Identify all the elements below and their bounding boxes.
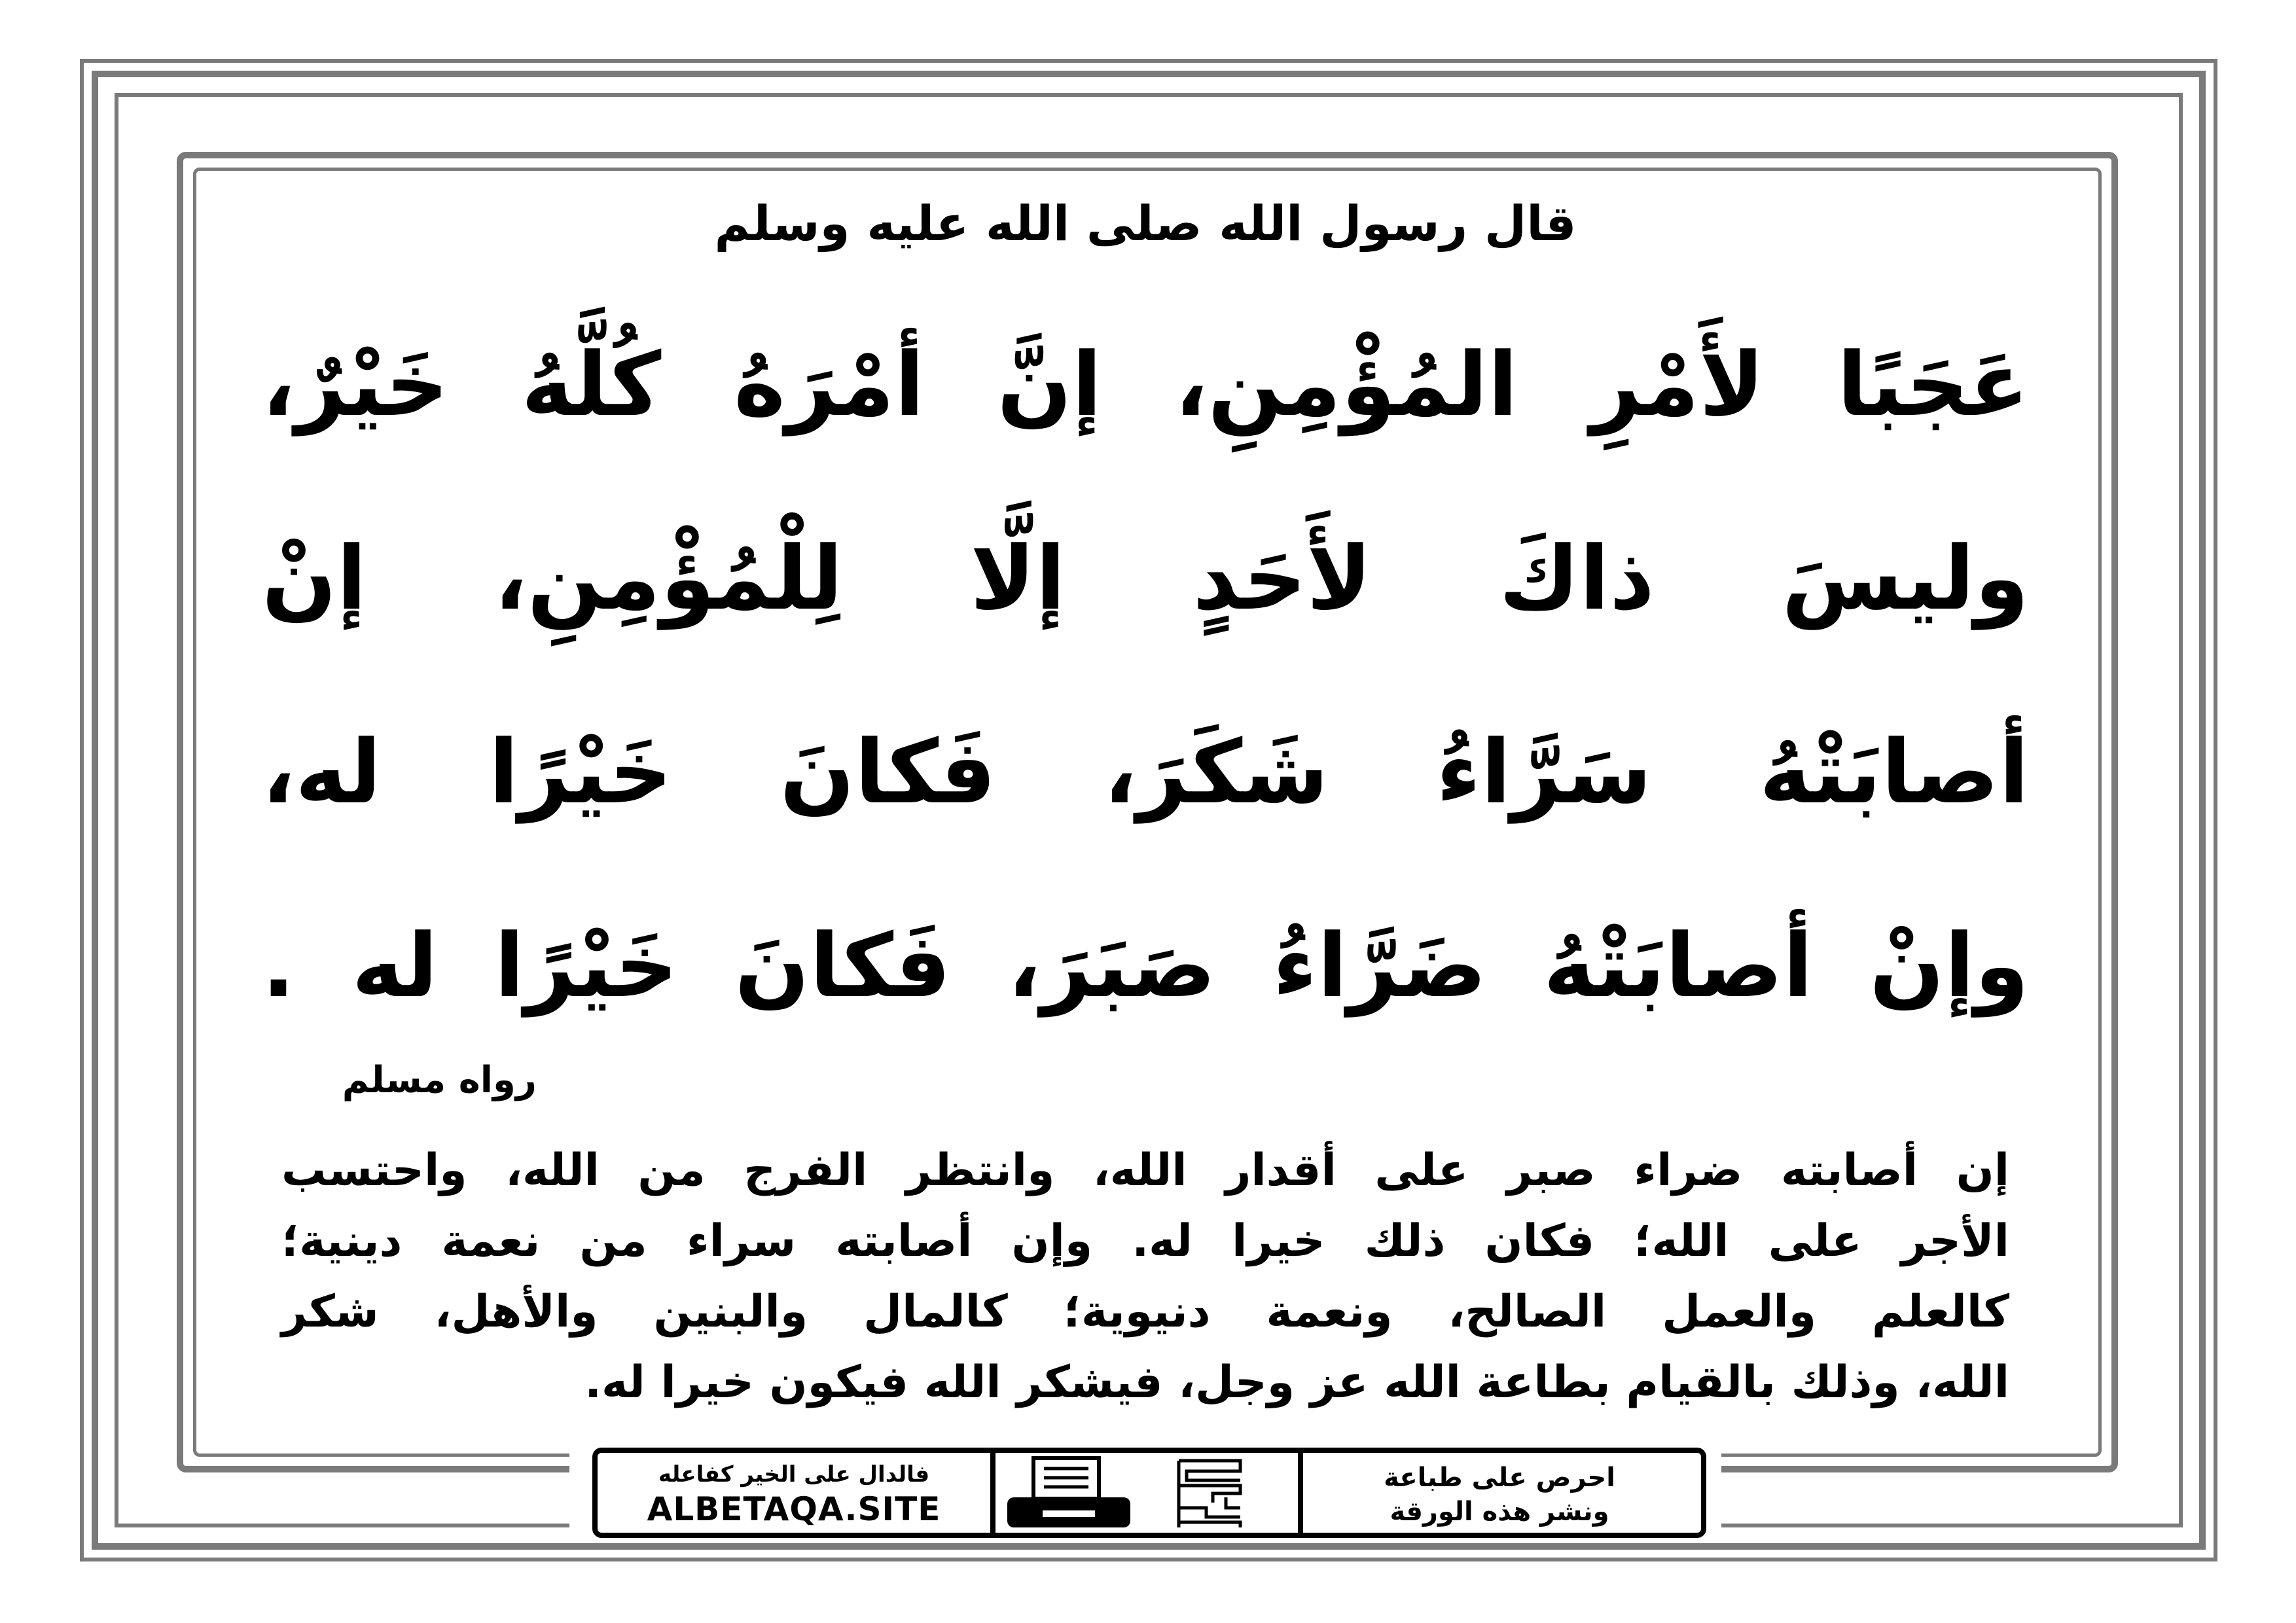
hadith-line: وليسَ ذاكَ لأَحَدٍ إلَّا لِلْمُؤْمِنِ، إنْ [262, 527, 2029, 630]
hadith-line: عَجَبًا لأَمْرِ المُؤْمِنِ، إنَّ أمْرَهُ كُلَّهُ خَيْرٌ، [262, 334, 2029, 436]
footer-divider [990, 1453, 996, 1533]
footer-print-box [1298, 1453, 1701, 1533]
explanation-line: الأجر على الله؛ فكان ذلك خيرا له. وإن أصابته سراء من نعمة دينية؛ [281, 1215, 2009, 1267]
page-heading: قال رسول الله صلى الله عليه وسلم [714, 196, 1577, 252]
logo-icon [1174, 1457, 1246, 1530]
footer-slogan: فالدال على الخير كفاعله [658, 1461, 930, 1488]
hadith-text [262, 288, 2029, 1063]
footer-site-box [598, 1453, 990, 1533]
explanation-line: كالعلم والعمل الصالح، ونعمة دنيوية؛ كالمال والبنين والأهل، شكر [281, 1286, 2009, 1338]
footer-bar [592, 1448, 1706, 1538]
hadith-line: أصابَتْهُ سَرَّاءُ شَكَرَ، فَكانَ خَيْرًا له، [262, 721, 2029, 823]
explanation-line: الله، وذلك بالقيام بطاعة الله عز وجل، فيشكر الله فيكون خيرا له. [584, 1357, 2009, 1408]
hadith-line: وإنْ أصابَتْهُ ضَرَّاءُ صَبَرَ، فَكانَ خَيْرًا له . [262, 915, 2029, 1017]
explanation-line: إن أصابته ضراء صبر على أقدار الله، وانتظر الفرج من الله، واحتسب [281, 1145, 2009, 1196]
printer-icon [1003, 1455, 1134, 1531]
explanation-text [281, 1135, 2009, 1418]
footer-print-line: احرص على طباعة [1384, 1463, 1615, 1493]
narrator-attribution: رواه مسلم [342, 1059, 537, 1101]
footer-share-line: ونشر هذه الورقة [1390, 1497, 1609, 1527]
site-link[interactable]: ALBETAQA.SITE [647, 1490, 941, 1528]
